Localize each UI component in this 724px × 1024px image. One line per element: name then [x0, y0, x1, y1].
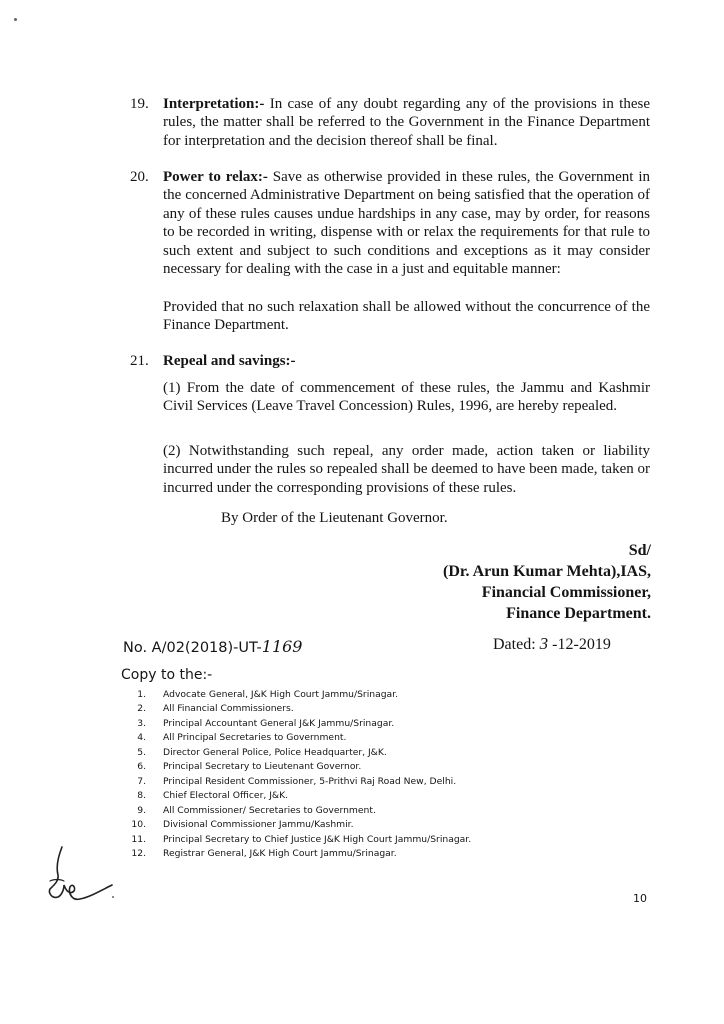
list-item-number: 7.	[137, 775, 146, 787]
clause-20	[130, 168, 650, 278]
list-item	[118, 717, 588, 731]
clause-20-proviso: Provided that no such relaxation shall be allowed without the concurrence of the Finance Department.	[163, 299, 650, 334]
signatory-name: (Dr. Arun Kumar Mehta),IAS,	[442, 563, 651, 580]
date-label: Dated:	[493, 636, 536, 653]
list-item	[118, 746, 588, 760]
list-item-number: 4.	[137, 732, 146, 744]
list-item-number: 6.	[137, 761, 146, 773]
list-item-text: Principal Secretary to Chief Justice J&K High Court Jammu/Srinagar.	[163, 833, 472, 845]
clause-number: 21.	[130, 353, 149, 369]
list-item-text: Divisional Commissioner Jammu/Kashmir.	[163, 819, 354, 831]
reference-number	[123, 637, 302, 656]
list-item	[118, 775, 588, 789]
signatory-designation: Financial Commissioner,	[481, 584, 651, 601]
clause-text: In case of any doubt regarding any of the provisions in these rules, the matter shall be referred to the Government in the Finance Department for interpretation and the decision thereof shall be final.	[163, 96, 650, 149]
list-item-text: Registrar General, J&K High Court Jammu/Srinagar.	[163, 847, 397, 859]
reference-prefix: No. A/02(2018)-UT-	[123, 640, 262, 656]
clause-number: 19.	[130, 96, 149, 112]
list-item	[118, 760, 588, 774]
list-item-number: 12.	[131, 847, 146, 859]
list-item-number: 2.	[137, 703, 146, 715]
clause-heading: Power to relax:-	[163, 169, 268, 185]
list-item-number: 3.	[137, 717, 146, 729]
list-item-text: Principal Accountant General J&K Jammu/Srinagar.	[163, 717, 395, 729]
list-item-text: All Financial Commissioners.	[163, 703, 294, 715]
list-item-number: 10.	[131, 819, 146, 831]
list-item-text: Director General Police, Police Headquarter, J&K.	[163, 746, 387, 758]
handwritten-date-day: 3	[539, 634, 549, 653]
scan-dot	[112, 896, 114, 898]
list-item-number: 8.	[137, 790, 146, 802]
date-line	[493, 634, 611, 654]
clause-19	[130, 95, 650, 150]
clause-21-subclause-1: (1) From the date of commencement of these rules, the Jammu and Kashmir Civil Services (Leave Travel Concession) Rules, 1996, are hereby repealed.	[163, 380, 650, 415]
list-item	[118, 688, 588, 702]
handwritten-reference-number: 1169	[261, 637, 303, 656]
list-item	[118, 818, 588, 832]
list-item-number: 1.	[137, 689, 146, 700]
clause-heading: Interpretation:-	[163, 96, 265, 112]
clause-21-subclause-2: (2) Notwithstanding such repeal, any order made, action taken or liability incurred under the rules so repealed shall be deemed to have been made, taken or incurred under the corresponding provisions of these rules.	[163, 443, 650, 496]
scan-dot	[14, 18, 17, 21]
clause-heading: Repeal and savings:-	[163, 353, 296, 369]
list-item-number: 11.	[131, 833, 146, 845]
list-item-number: 5.	[137, 746, 146, 758]
copy-to-list	[118, 688, 588, 861]
list-item	[118, 804, 588, 818]
clause-21	[130, 352, 650, 370]
list-item-text: Principal Resident Commissioner, 5-Prithvi Raj Road New, Delhi.	[163, 775, 457, 787]
copy-to-heading: Copy to the:-	[121, 667, 213, 683]
list-item-text: Chief Electoral Officer, J&K.	[163, 790, 289, 802]
order-line: By Order of the Lieutenant Governor.	[221, 510, 448, 526]
list-item	[118, 789, 588, 803]
list-item-text: All Commissioner/ Secretaries to Government.	[163, 804, 376, 816]
clause-text: Save as otherwise provided in these rules, the Government in the concerned Administrative Department on being satisfied that the operation of any of these rules causes undue hardships in any case, may by order, for reasons to be recorded in writing, dispense with or relax the requirements for that rule to such extent and subject to such conditions and exceptions as it may consider necessary for dealing with the case in a just and equitable manner:	[163, 169, 650, 278]
date-rest: -12-2019	[552, 636, 611, 653]
list-item-number: 9.	[137, 804, 146, 816]
list-item-text: Principal Secretary to Lieutenant Governor.	[163, 761, 362, 773]
list-item	[118, 702, 588, 716]
handwritten-initials-signature	[40, 845, 130, 905]
page-number: 10	[633, 892, 647, 905]
list-item-text: All Principal Secretaries to Government.	[163, 732, 347, 744]
clause-number: 20.	[130, 169, 149, 185]
list-item-text: Advocate General, J&K High Court Jammu/Srinagar.	[163, 689, 399, 700]
signatory-department: Finance Department.	[506, 605, 651, 622]
list-item	[118, 833, 588, 847]
list-item	[118, 847, 588, 861]
list-item	[118, 731, 588, 745]
signature-sd: Sd/	[628, 542, 651, 559]
